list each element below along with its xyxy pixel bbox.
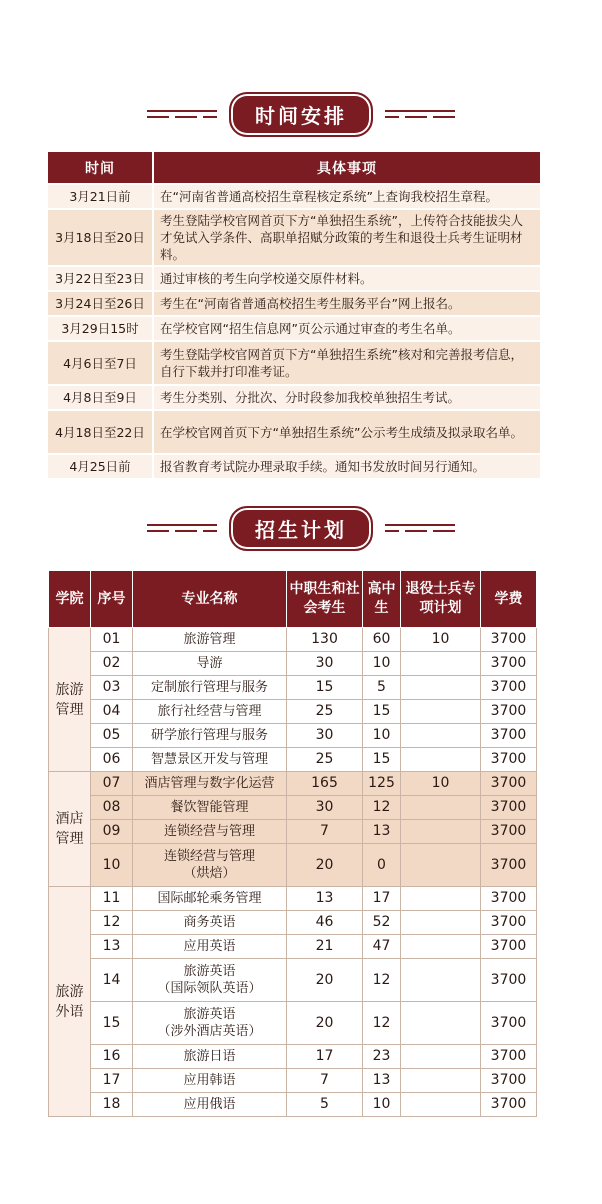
plan-no: 02 <box>91 652 133 676</box>
plan-vocational: 165 <box>287 772 363 796</box>
schedule-time: 4月8日至9日 <box>47 385 153 410</box>
plan-fee: 3700 <box>481 911 537 935</box>
plan-fee: 3700 <box>481 724 537 748</box>
plan-fee: 3700 <box>481 748 537 772</box>
plan-header-row <box>49 571 537 628</box>
plan-fee: 3700 <box>481 628 537 652</box>
plan-highschool: 0 <box>363 844 401 887</box>
schedule-desc: 通过审核的考生向学校递交原件材料。 <box>153 266 541 291</box>
plan-vocational: 46 <box>287 911 363 935</box>
plan-major: 研学旅行管理与服务 <box>133 724 287 748</box>
plan-major: 应用俄语 <box>133 1093 287 1117</box>
plan-row <box>49 1002 537 1045</box>
plan-row <box>49 652 537 676</box>
plan-highschool: 23 <box>363 1045 401 1069</box>
plan-no: 07 <box>91 772 133 796</box>
schedule-time: 3月21日前 <box>47 184 153 209</box>
college-cell: 旅游管理 <box>49 628 91 772</box>
schedule-time: 3月22日至23日 <box>47 266 153 291</box>
major-name: 连锁经营与管理 <box>163 849 255 864</box>
plan-no: 18 <box>91 1093 133 1117</box>
plan-vocational: 17 <box>287 1045 363 1069</box>
plan-major: 旅行社经营与管理 <box>133 700 287 724</box>
plan-veteran: 10 <box>401 772 481 796</box>
schedule-row <box>47 454 541 479</box>
plan-major <box>133 844 287 887</box>
schedule-time: 3月18日至20日 <box>47 209 153 266</box>
plan-row <box>49 700 537 724</box>
plan-veteran <box>401 1069 481 1093</box>
plan-highschool: 10 <box>363 652 401 676</box>
plan-no: 09 <box>91 820 133 844</box>
major-subname: （国际领队英语） <box>157 981 262 996</box>
plan-heading-bar <box>0 506 602 550</box>
plan-veteran <box>401 911 481 935</box>
plan-row <box>49 959 537 1002</box>
schedule-heading-bar <box>0 92 602 136</box>
plan-vocational: 15 <box>287 676 363 700</box>
schedule-time: 4月6日至7日 <box>47 341 153 385</box>
plan-major <box>133 1002 287 1045</box>
plan-vocational: 30 <box>287 724 363 748</box>
plan-no: 17 <box>91 1069 133 1093</box>
plan-major: 导游 <box>133 652 287 676</box>
plan-highschool: 12 <box>363 1002 401 1045</box>
plan-header-no: 序号 <box>91 571 133 628</box>
schedule-desc: 考生分类别、分批次、分时段参加我校单独招生考试。 <box>153 385 541 410</box>
schedule-row <box>47 184 541 209</box>
plan-fee: 3700 <box>481 1069 537 1093</box>
plan-vocational: 5 <box>287 1093 363 1117</box>
plan-row <box>49 911 537 935</box>
plan-row <box>49 820 537 844</box>
plan-no: 13 <box>91 935 133 959</box>
plan-row <box>49 1093 537 1117</box>
major-name: 旅游英语 <box>183 964 236 979</box>
schedule-row <box>47 385 541 410</box>
plan-veteran <box>401 935 481 959</box>
plan-table <box>48 570 537 1117</box>
schedule-row <box>47 209 541 266</box>
schedule-row <box>47 291 541 316</box>
plan-no: 15 <box>91 1002 133 1045</box>
schedule-desc: 报省教育考试院办理录取手续。通知书发放时间另行通知。 <box>153 454 541 479</box>
heading-decoration-left <box>147 524 217 532</box>
plan-no: 08 <box>91 796 133 820</box>
plan-veteran <box>401 1093 481 1117</box>
schedule-row <box>47 341 541 385</box>
plan-vocational: 7 <box>287 1069 363 1093</box>
plan-highschool: 15 <box>363 748 401 772</box>
plan-header-veteran: 退役士兵专项计划 <box>401 571 481 628</box>
plan-major: 酒店管理与数字化运营 <box>133 772 287 796</box>
plan-highschool: 12 <box>363 959 401 1002</box>
plan-header-highschool: 高中生 <box>363 571 401 628</box>
plan-major: 智慧景区开发与管理 <box>133 748 287 772</box>
schedule-row <box>47 266 541 291</box>
plan-vocational: 25 <box>287 700 363 724</box>
plan-vocational: 7 <box>287 820 363 844</box>
schedule-time: 3月24日至26日 <box>47 291 153 316</box>
plan-veteran <box>401 676 481 700</box>
schedule-heading: 时间安排 <box>229 92 373 137</box>
plan-highschool: 17 <box>363 887 401 911</box>
plan-highschool: 125 <box>363 772 401 796</box>
plan-highschool: 10 <box>363 1093 401 1117</box>
plan-fee: 3700 <box>481 676 537 700</box>
plan-heading: 招生计划 <box>229 506 373 551</box>
plan-veteran <box>401 724 481 748</box>
plan-highschool: 10 <box>363 724 401 748</box>
schedule-desc: 在“河南省普通高校招生章程核定系统”上查询我校招生章程。 <box>153 184 541 209</box>
heading-decoration-right <box>385 524 455 532</box>
college-cell: 旅游外语 <box>49 887 91 1117</box>
plan-no: 16 <box>91 1045 133 1069</box>
schedule-desc: 在学校官网首页下方“单独招生系统”公示考生成绩及拟录取名单。 <box>153 410 541 454</box>
plan-major: 旅游日语 <box>133 1045 287 1069</box>
plan-vocational: 30 <box>287 796 363 820</box>
plan-highschool: 13 <box>363 820 401 844</box>
plan-highschool: 47 <box>363 935 401 959</box>
plan-vocational: 20 <box>287 959 363 1002</box>
plan-veteran <box>401 796 481 820</box>
plan-veteran <box>401 1045 481 1069</box>
schedule-desc: 考生登陆学校官网首页下方“单独招生系统”，上传符合技能拔尖人才免试入学条件、高职单招赋分政策的考生和退役士兵考生证明材料。 <box>153 209 541 266</box>
plan-vocational: 13 <box>287 887 363 911</box>
plan-fee: 3700 <box>481 1093 537 1117</box>
plan-major: 连锁经营与管理 <box>133 820 287 844</box>
major-subname: （涉外酒店英语） <box>157 1024 262 1039</box>
plan-vocational: 25 <box>287 748 363 772</box>
major-subname: （烘焙） <box>183 866 236 881</box>
plan-fee: 3700 <box>481 772 537 796</box>
plan-major: 餐饮智能管理 <box>133 796 287 820</box>
major-name: 旅游英语 <box>183 1007 236 1022</box>
plan-row <box>49 1069 537 1093</box>
schedule-desc: 考生登陆学校官网首页下方“单独招生系统”核对和完善报考信息，自行下载并打印准考证。 <box>153 341 541 385</box>
plan-fee: 3700 <box>481 959 537 1002</box>
plan-no: 05 <box>91 724 133 748</box>
plan-fee: 3700 <box>481 700 537 724</box>
plan-header-major: 专业名称 <box>133 571 287 628</box>
schedule-row <box>47 410 541 454</box>
plan-no: 01 <box>91 628 133 652</box>
schedule-row <box>47 316 541 341</box>
plan-fee: 3700 <box>481 652 537 676</box>
plan-major: 商务英语 <box>133 911 287 935</box>
plan-vocational: 20 <box>287 1002 363 1045</box>
plan-row <box>49 1045 537 1069</box>
plan-no: 11 <box>91 887 133 911</box>
plan-major: 定制旅行管理与服务 <box>133 676 287 700</box>
plan-veteran <box>401 844 481 887</box>
schedule-desc: 考生在“河南省普通高校招生考生服务平台”网上报名。 <box>153 291 541 316</box>
plan-major: 旅游管理 <box>133 628 287 652</box>
schedule-time: 4月25日前 <box>47 454 153 479</box>
schedule-header-item: 具体事项 <box>153 151 541 184</box>
plan-highschool: 12 <box>363 796 401 820</box>
plan-major: 应用韩语 <box>133 1069 287 1093</box>
plan-row <box>49 748 537 772</box>
plan-header-vocational: 中职生和社会考生 <box>287 571 363 628</box>
plan-no: 03 <box>91 676 133 700</box>
plan-major: 应用英语 <box>133 935 287 959</box>
schedule-desc: 在学校官网“招生信息网”页公示通过审查的考生名单。 <box>153 316 541 341</box>
plan-row <box>49 628 537 652</box>
plan-veteran <box>401 1002 481 1045</box>
plan-major: 国际邮轮乘务管理 <box>133 887 287 911</box>
plan-row <box>49 772 537 796</box>
plan-no: 10 <box>91 844 133 887</box>
plan-no: 12 <box>91 911 133 935</box>
plan-veteran <box>401 887 481 911</box>
plan-highschool: 60 <box>363 628 401 652</box>
schedule-time: 4月18日至22日 <box>47 410 153 454</box>
plan-header-college: 学院 <box>49 571 91 628</box>
plan-no: 04 <box>91 700 133 724</box>
plan-fee: 3700 <box>481 796 537 820</box>
plan-row <box>49 724 537 748</box>
plan-highschool: 13 <box>363 1069 401 1093</box>
plan-row <box>49 796 537 820</box>
schedule-time: 3月29日15时 <box>47 316 153 341</box>
plan-row <box>49 935 537 959</box>
plan-veteran <box>401 959 481 1002</box>
plan-row <box>49 676 537 700</box>
plan-highschool: 52 <box>363 911 401 935</box>
plan-header-fee: 学费 <box>481 571 537 628</box>
plan-veteran <box>401 820 481 844</box>
plan-vocational: 21 <box>287 935 363 959</box>
plan-vocational: 20 <box>287 844 363 887</box>
plan-row <box>49 844 537 887</box>
plan-fee: 3700 <box>481 1045 537 1069</box>
plan-fee: 3700 <box>481 844 537 887</box>
plan-highschool: 15 <box>363 700 401 724</box>
plan-veteran <box>401 652 481 676</box>
plan-veteran: 10 <box>401 628 481 652</box>
college-cell: 酒店管理 <box>49 772 91 887</box>
heading-decoration-right <box>385 110 455 118</box>
plan-fee: 3700 <box>481 820 537 844</box>
schedule-table <box>46 150 542 480</box>
schedule-header-row <box>47 151 541 184</box>
plan-no: 06 <box>91 748 133 772</box>
plan-veteran <box>401 748 481 772</box>
plan-veteran <box>401 700 481 724</box>
heading-decoration-left <box>147 110 217 118</box>
plan-fee: 3700 <box>481 887 537 911</box>
plan-major <box>133 959 287 1002</box>
plan-row <box>49 887 537 911</box>
plan-fee: 3700 <box>481 935 537 959</box>
plan-vocational: 30 <box>287 652 363 676</box>
plan-fee: 3700 <box>481 1002 537 1045</box>
schedule-header-time: 时间 <box>47 151 153 184</box>
plan-vocational: 130 <box>287 628 363 652</box>
plan-no: 14 <box>91 959 133 1002</box>
plan-highschool: 5 <box>363 676 401 700</box>
